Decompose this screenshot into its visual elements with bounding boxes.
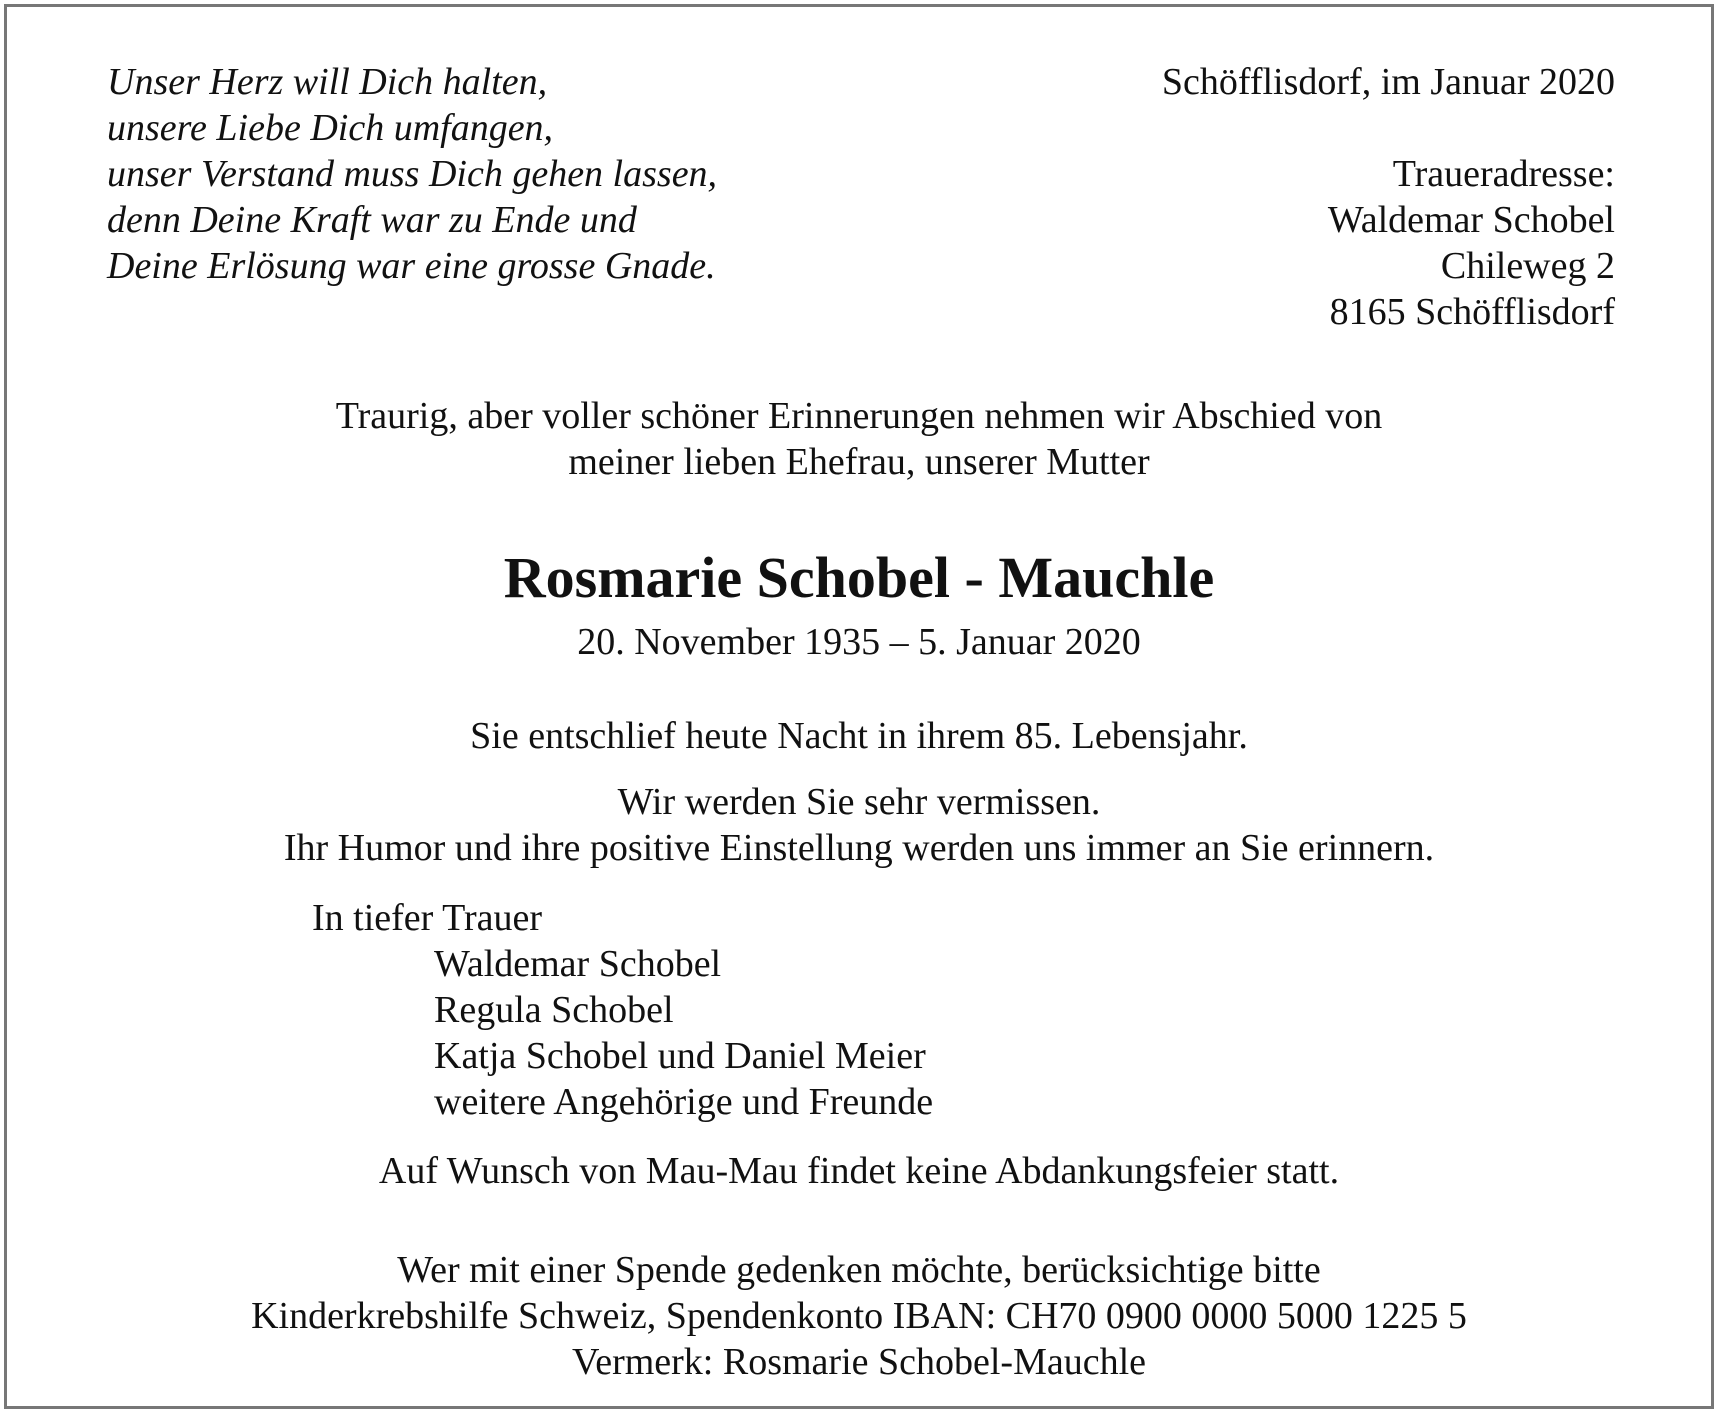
mourner-name: weitere Angehörige und Freunde [434,1081,934,1123]
mourners-block [312,895,933,1125]
intro-text [7,393,1711,485]
address-street: Chileweg 2 [1440,245,1615,287]
poem-line: Unser Herz will Dich halten, [107,61,548,103]
poem [107,59,717,289]
intro-line: Traurig, aber voller schöner Erinnerungen nehmen wir Abschied von [335,395,1383,437]
remembrance-text [7,779,1711,871]
obituary-notice [4,4,1714,1409]
address-name: Waldemar Schobel [1327,199,1615,241]
donation-line: Wer mit einer Spende gedenken möchte, berücksichtige bitte [397,1249,1321,1291]
poem-line: unsere Liebe Dich umfangen, [107,107,554,149]
place-date: Schöfflisdorf, im Januar 2020 [1161,61,1615,103]
mourning-label: In tiefer Trauer [312,897,543,939]
donation-line: Kinderkrebshilfe Schweiz, Spendenkonto IBAN: CH70 0900 0000 5000 1225 5 [251,1295,1467,1337]
ceremony-note: Auf Wunsch von Mau-Mau findet keine Abdankungsfeier statt. [378,1150,1340,1192]
life-dates: 20. November 1935 – 5. Januar 2020 [577,621,1141,663]
intro-line: meiner lieben Ehefrau, unserer Mutter [568,441,1150,483]
donation-line: Vermerk: Rosmarie Schobel-Mauchle [571,1341,1147,1383]
passing-statement: Sie entschlief heute Nacht in ihrem 85. Lebensjahr. [470,715,1248,757]
poem-line: Deine Erlösung war eine grosse Gnade. [107,245,716,287]
deceased-name: Rosmarie Schobel - Mauchle [503,545,1215,610]
address-label: Traueradresse: [1392,153,1615,195]
mourner-name: Regula Schobel [434,989,674,1031]
remembrance-line: Ihr Humor und ihre positive Einstellung werden uns immer an Sie erinnern. [283,827,1435,869]
mourner-name: Katja Schobel und Daniel Meier [434,1035,926,1077]
remembrance-line: Wir werden Sie sehr vermissen. [617,781,1101,823]
mourners-list [312,941,933,1125]
poem-line: denn Deine Kraft war zu Ende und [107,199,637,241]
mourning-address-block [1162,59,1615,335]
poem-line: unser Verstand muss Dich gehen lassen, [107,153,718,195]
mourner-name: Waldemar Schobel [434,943,722,985]
donation-info [7,1247,1711,1385]
address-city: 8165 Schöfflisdorf [1329,291,1615,333]
